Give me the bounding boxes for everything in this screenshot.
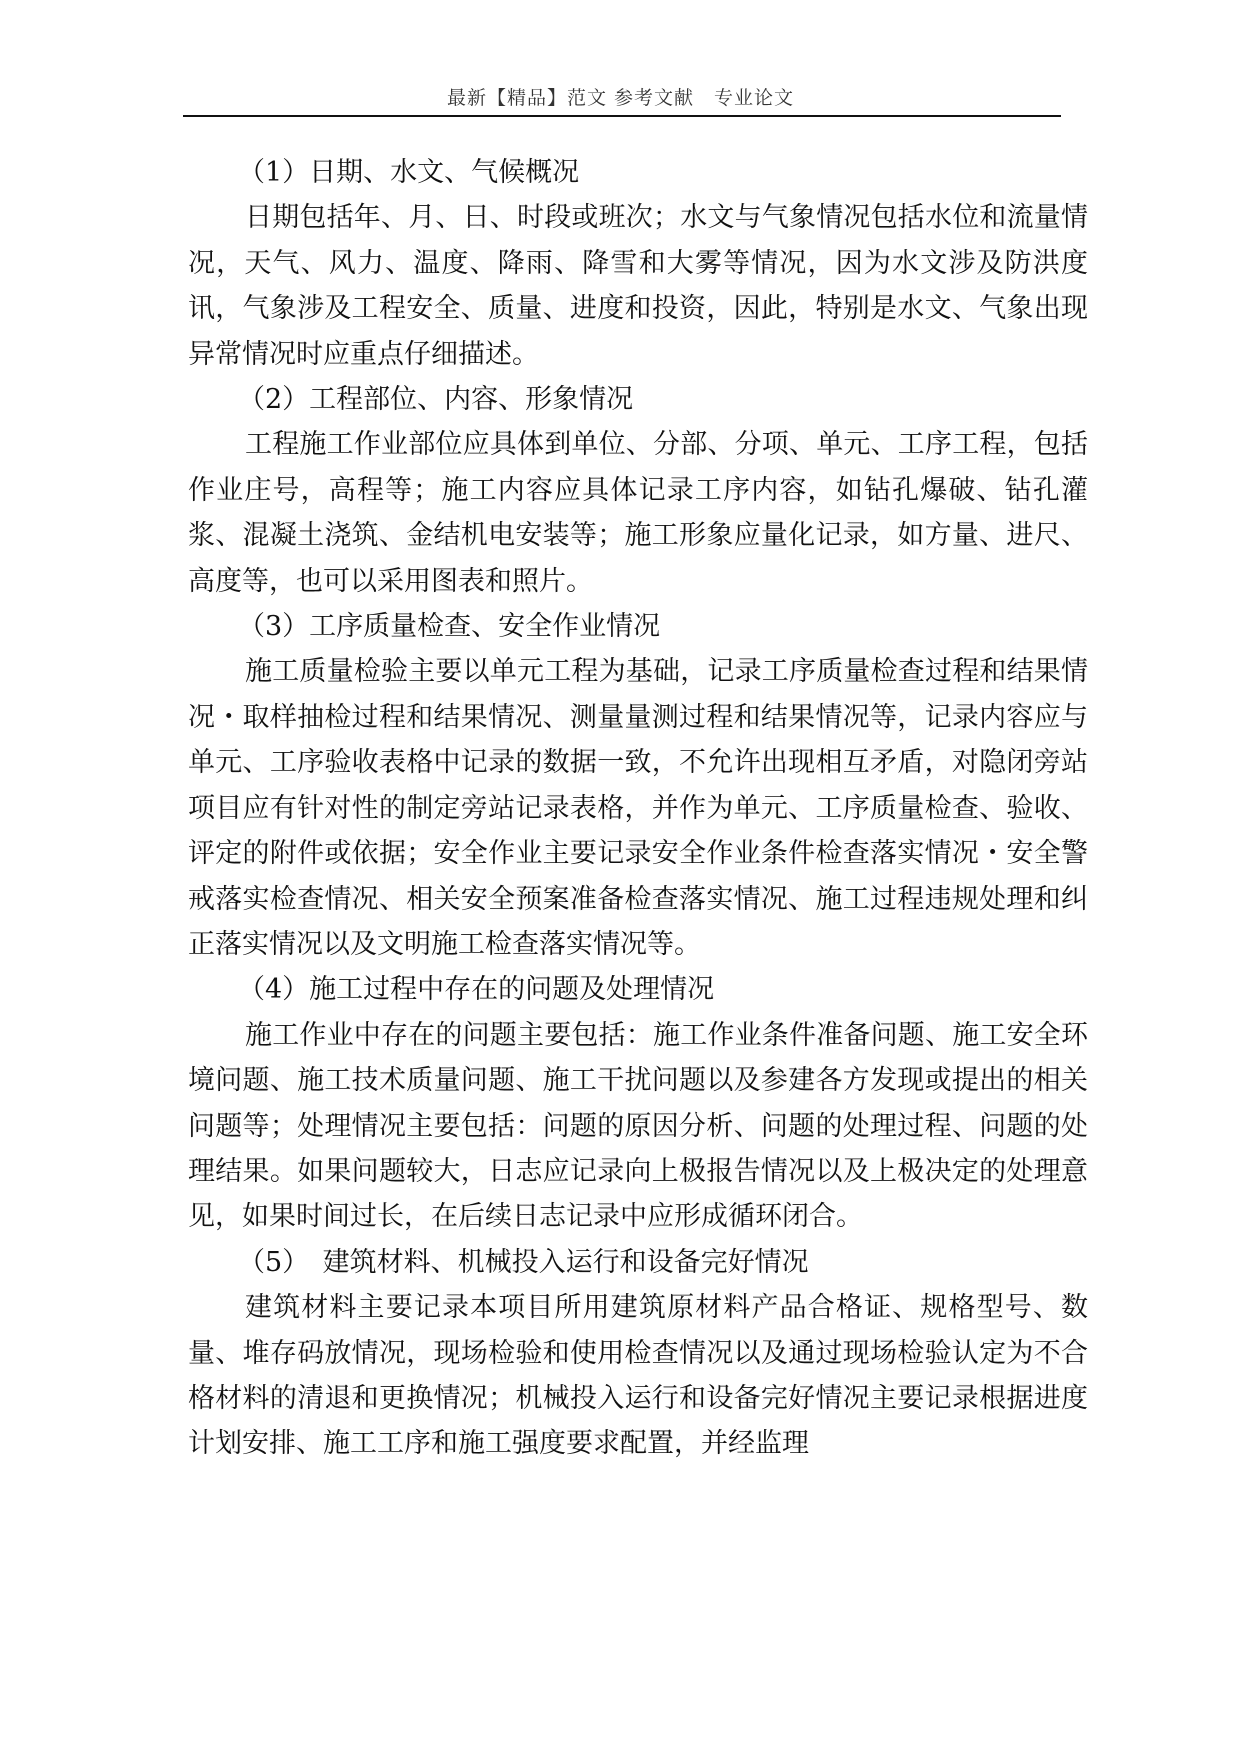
section-heading-3: （3）工序质量检查、安全作业情况 bbox=[238, 611, 661, 643]
section-heading-1: （1）日期、水文、气候概况 bbox=[238, 157, 580, 188]
document-body bbox=[188, 150, 1088, 1467]
paragraph-2: 工程施工作业部位应具体到单位、分部、分项、单元、工序工程，包括作业庄号，高程等；施工内容应具体记录工序内容，如钻孔爆破、钻孔灌浆、混凝土浇筑、金结机电安装等；施工形象应量化记录，如方量、进尺、高度等，也可以采用图表和照片。 bbox=[188, 429, 1088, 597]
paragraph-4: 施工作业中存在的问题主要包括：施工作业条件准备问题、施工安全环境问题、施工技术质量问题、施工干扰问题以及参建各方发现或提出的相关问题等；处理情况主要包括：问题的原因分析、问题的处理过程、问题的处理结果。如果问题较大，日志应记录向上极报告情况以及上极决定的处理意见，如果时间过长，在后续日志记录中应形成循环闭合。 bbox=[188, 1019, 1088, 1233]
paragraph-5: 建筑材料主要记录本项目所用建筑原材料产品合格证、规格型号、数量、堆存码放情况，现场检验和使用检查情况以及通过现场检验认定为不合格材料的清退和更换情况；机械投入运行和设备完好情况主要记录根据进度计划安排、施工工序和施工强度要求配置，并经监理 bbox=[188, 1292, 1088, 1460]
running-header: 最新【精品】范文 参考文献 专业论文 bbox=[446, 87, 795, 109]
paragraph-3: 施工质量检验主要以单元工程为基础，记录工序质量检查过程和结果情况・取样抽检过程和结果情况、测量量测过程和结果情况等，记录内容应与单元、工序验收表格中记录的数据一致，不允许出现相互矛盾，对隐闭旁站项目应有针对性的制定旁站记录表格，并作为单元、工序质量检查、验收、评定的附件或依据；安全作业主要记录安全作业条件检查落实情况・安全警戒落实检查情况、相关安全预案准备检查落实情况、施工过程违规处理和纠正落实情况以及文明施工检查落实情况等。 bbox=[188, 656, 1088, 960]
paragraph-1: 日期包括年、月、日、时段或班次；水文与气象情况包括水位和流量情况，天气、风力、温度、降雨、降雪和大雾等情况，因为水文涉及防洪度讯，气象涉及工程安全、质量、进度和投资，因此，特别是水文、气象出现异常情况时应重点仔细描述。 bbox=[188, 202, 1088, 370]
section-heading-4: （4）施工过程中存在的问题及处理情况 bbox=[238, 974, 715, 1006]
section-heading-2: （2）工程部位、内容、形象情况 bbox=[238, 384, 634, 416]
header-rule bbox=[183, 115, 1061, 117]
section-heading-5: （5） 建筑材料、机械投入运行和设备完好情况 bbox=[238, 1246, 809, 1278]
